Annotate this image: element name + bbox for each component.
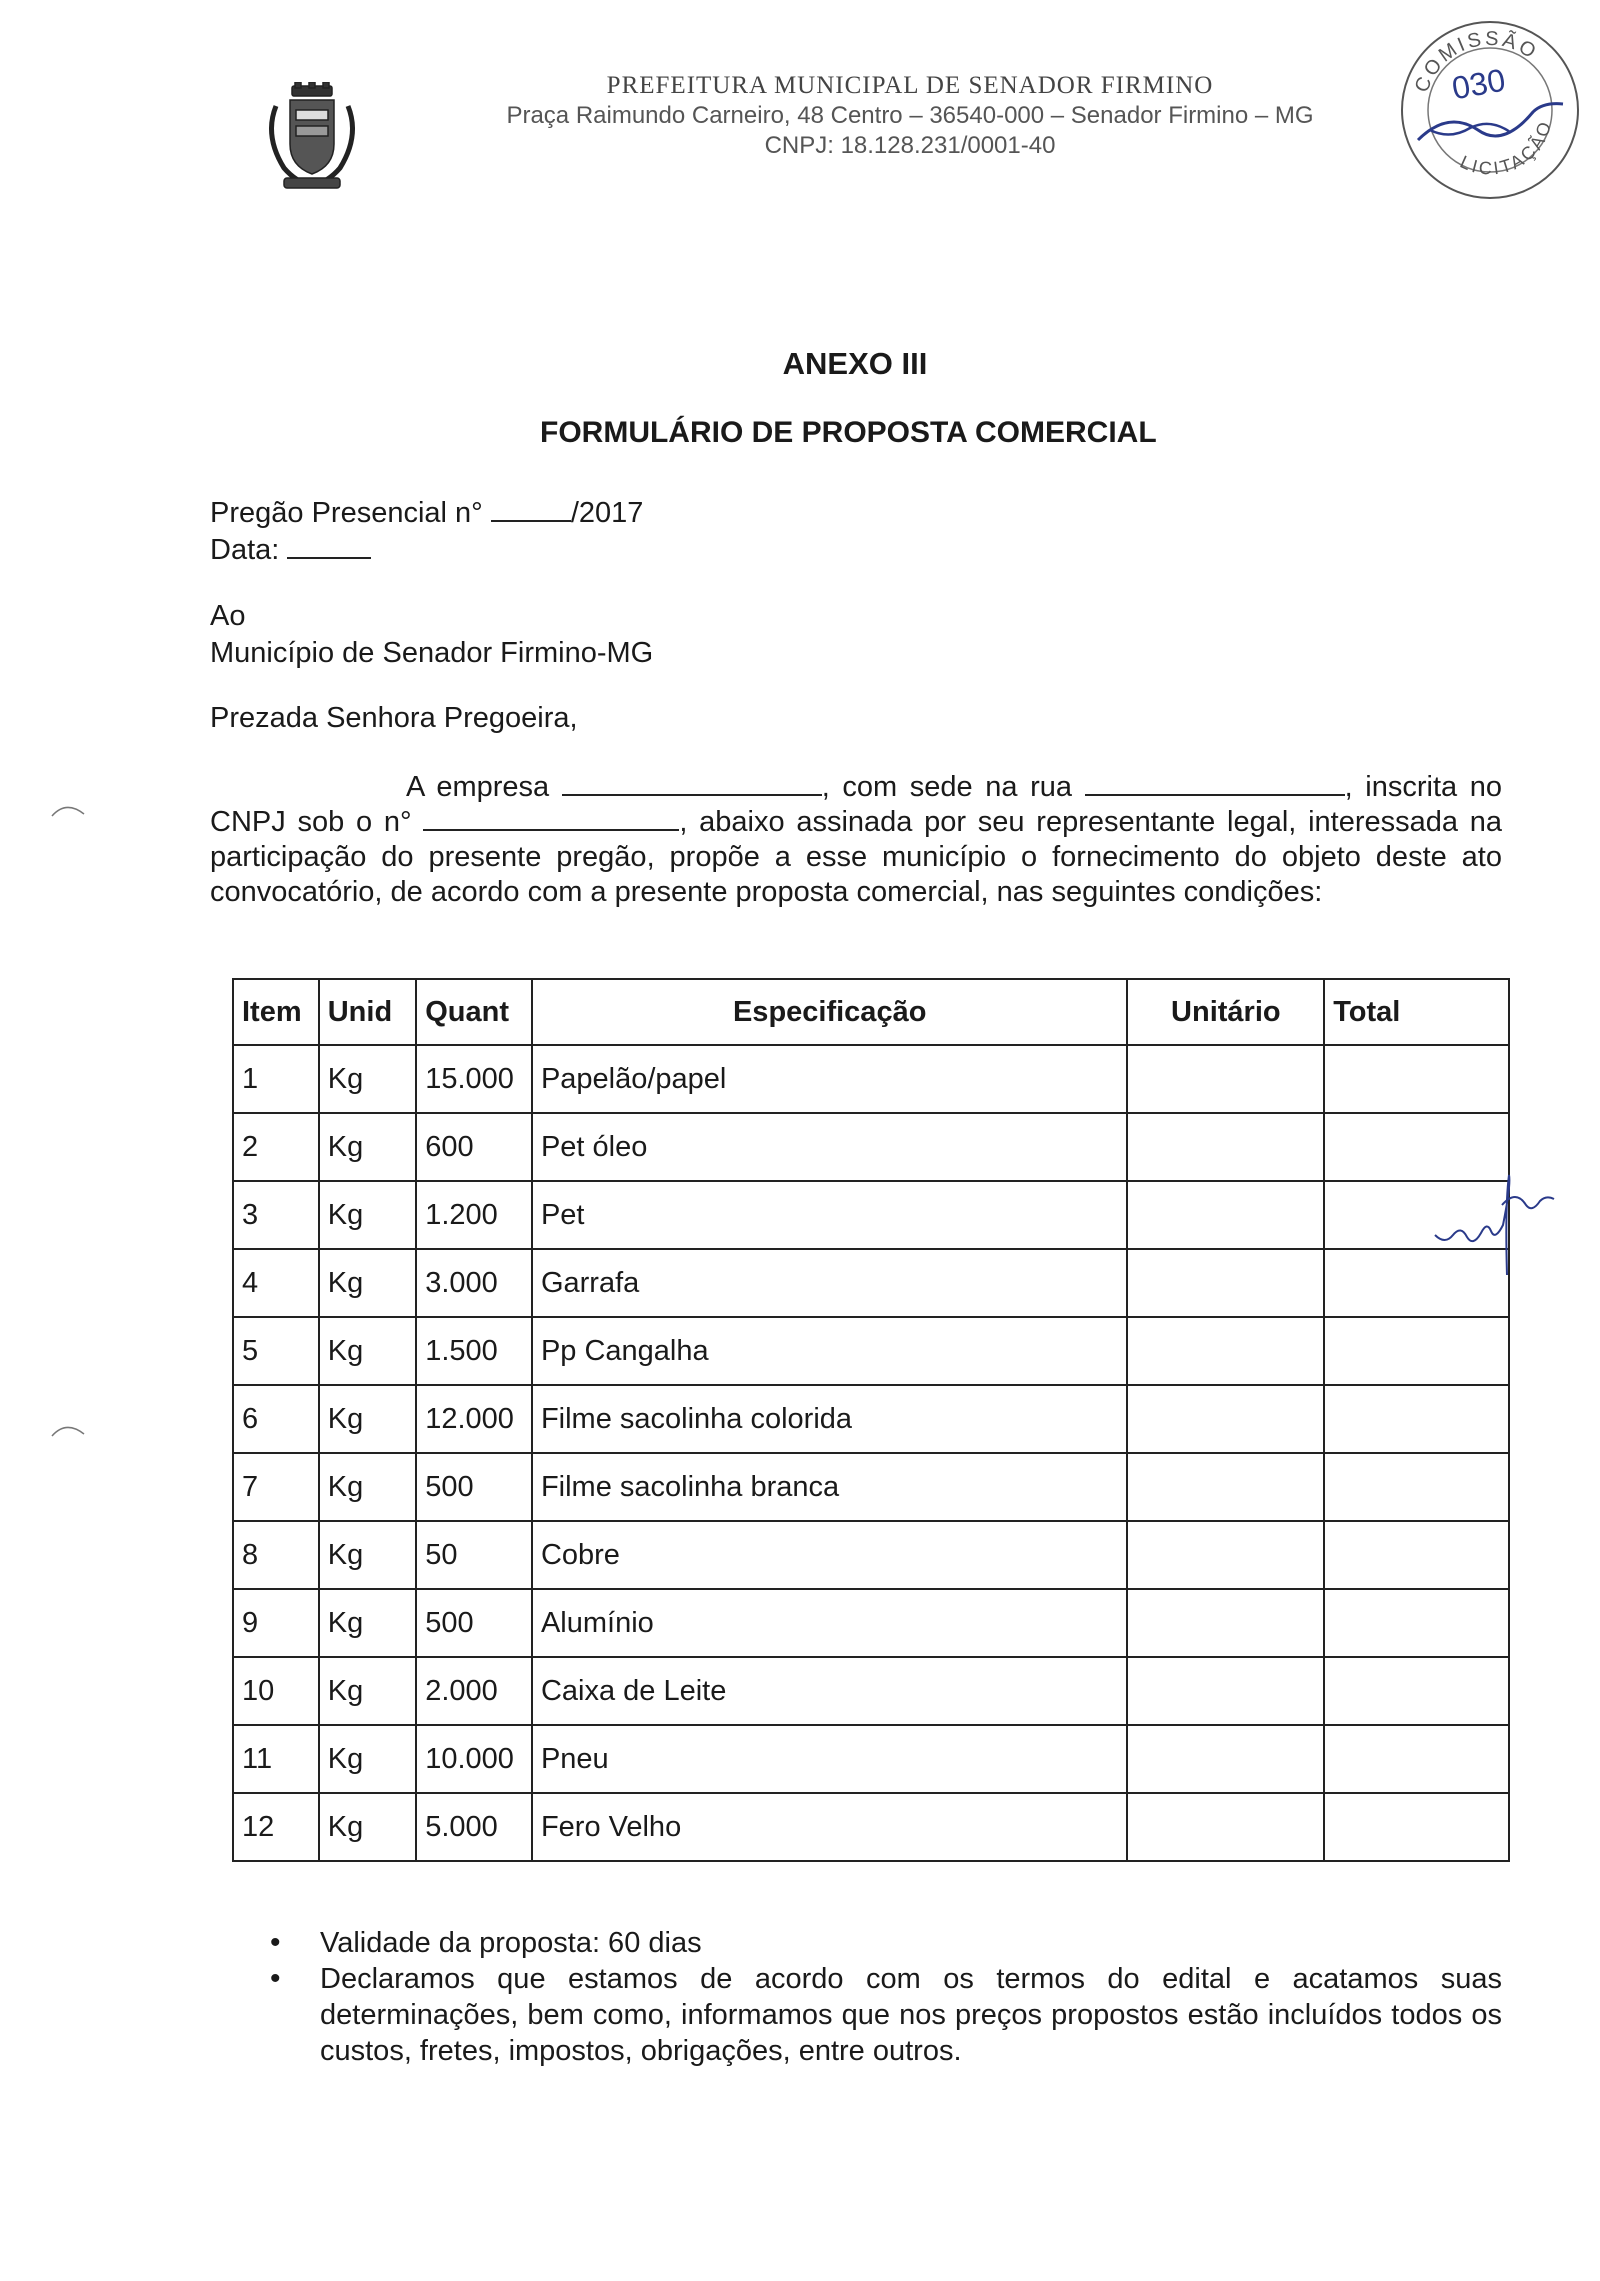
cell-spec: Pneu (532, 1725, 1128, 1793)
date-label: Data: (210, 534, 280, 566)
conditions-list (270, 1925, 1502, 2069)
cell-unid: Kg (319, 1657, 417, 1725)
cell-unit-price[interactable] (1127, 1521, 1324, 1589)
greeting: Prezada Senhora Pregoeira, (210, 702, 578, 734)
table-row (233, 1657, 1509, 1725)
paragraph-part-4: , abaixo assinada por seu representante legal, interessada na participação do presente pregão, propõe a esse município o fornecimento do objeto deste ato convocatório, de acordo com a presente proposta comercial, nas seguintes condições: (210, 806, 1503, 908)
cell-spec: Filme sacolinha colorida (532, 1385, 1128, 1453)
paragraph-part-3: , inscrita no CNPJ sob o n° (210, 771, 1502, 838)
cell-spec: Garrafa (532, 1249, 1128, 1317)
condition-item: • Declaramos que estamos de acordo com os termos do edital e acatamos suas determinações, bem como, informamos que nos preços propostos estão incluídos todos os custos, fretes, impostos, obrigações, entre outros. (270, 1961, 1502, 2069)
cell-unit-price[interactable] (1127, 1317, 1324, 1385)
cell-unit-price[interactable] (1127, 1181, 1324, 1249)
cell-item: 5 (233, 1317, 319, 1385)
cell-total[interactable] (1324, 1793, 1509, 1861)
table-row (233, 1045, 1509, 1113)
cell-spec: Fero Velho (532, 1793, 1128, 1861)
cell-item: 4 (233, 1249, 319, 1317)
cell-quant: 5.000 (416, 1793, 532, 1861)
letterhead (420, 72, 1400, 160)
cell-unit-price[interactable] (1127, 1657, 1324, 1725)
handwritten-signature (1430, 1165, 1560, 1275)
cell-item: 7 (233, 1453, 319, 1521)
header-total: Total (1324, 979, 1509, 1045)
cell-total[interactable] (1324, 1657, 1509, 1725)
stamp-bottom-text: LICITAÇÃO (1457, 117, 1556, 179)
street-blank[interactable] (1085, 770, 1345, 796)
municipal-crest-icon (262, 82, 362, 192)
annex-title: ANEXO III (782, 346, 928, 381)
organization-address: Praça Raimundo Carneiro, 48 Centro – 36540-000 – Senador Firmino – MG (506, 102, 1314, 129)
recipient-line-2: Município de Senador Firmino-MG (210, 637, 654, 669)
commission-stamp-icon (1390, 10, 1590, 210)
cell-unid: Kg (319, 1589, 417, 1657)
cell-total[interactable] (1324, 1589, 1509, 1657)
pregao-number-blank[interactable] (491, 496, 571, 522)
pregao-year: /2017 (570, 497, 644, 529)
cell-spec: Caixa de Leite (532, 1657, 1128, 1725)
cell-quant: 600 (416, 1113, 532, 1181)
pregao-prefix: Pregão Presencial n° (210, 497, 483, 529)
stamp-top-text: COMISSÃO (1410, 27, 1543, 96)
margin-mark-icon (50, 800, 86, 820)
cnpj-blank[interactable] (423, 805, 679, 831)
cell-quant: 1.500 (416, 1317, 532, 1385)
cell-total[interactable] (1324, 1385, 1509, 1453)
cell-spec: Filme sacolinha branca (532, 1453, 1128, 1521)
cell-item: 1 (233, 1045, 319, 1113)
table-row (233, 1793, 1509, 1861)
table-header-row (233, 979, 1509, 1045)
cell-quant: 500 (416, 1453, 532, 1521)
cell-item: 3 (233, 1181, 319, 1249)
cell-unit-price[interactable] (1127, 1725, 1324, 1793)
form-title: FORMULÁRIO DE PROPOSTA COMERCIAL (540, 416, 1157, 449)
cell-item: 8 (233, 1521, 319, 1589)
condition-item: • Validade da proposta: 60 dias (270, 1925, 1502, 1961)
cell-unit-price[interactable] (1127, 1589, 1324, 1657)
header-quant: Quant (416, 979, 532, 1045)
organization-cnpj: CNPJ: 18.128.231/0001-40 (764, 132, 1056, 159)
cell-unit-price[interactable] (1127, 1113, 1324, 1181)
cell-spec: Cobre (532, 1521, 1128, 1589)
cell-quant: 3.000 (416, 1249, 532, 1317)
header-item: Item (233, 979, 319, 1045)
cell-unid: Kg (319, 1181, 417, 1249)
company-name-blank[interactable] (562, 770, 822, 796)
cell-quant: 1.200 (416, 1181, 532, 1249)
cell-quant: 12.000 (416, 1385, 532, 1453)
cell-unit-price[interactable] (1127, 1793, 1324, 1861)
cell-item: 12 (233, 1793, 319, 1861)
header-specification: Especificação (532, 979, 1128, 1045)
table-row (233, 1181, 1509, 1249)
cell-unid: Kg (319, 1725, 417, 1793)
table-row (233, 1317, 1509, 1385)
cell-unid: Kg (319, 1317, 417, 1385)
cell-unid: Kg (319, 1113, 417, 1181)
cell-quant: 10.000 (416, 1725, 532, 1793)
cell-item: 9 (233, 1589, 319, 1657)
cell-unid: Kg (319, 1453, 417, 1521)
cell-quant: 500 (416, 1589, 532, 1657)
cell-item: 2 (233, 1113, 319, 1181)
cell-spec: Pet óleo (532, 1113, 1128, 1181)
table-row (233, 1249, 1509, 1317)
recipient (210, 598, 653, 672)
cell-spec: Pet (532, 1181, 1128, 1249)
cell-unid: Kg (319, 1385, 417, 1453)
paragraph-part-1: A empresa (406, 771, 550, 803)
cell-total[interactable] (1324, 1521, 1509, 1589)
table-row (233, 1113, 1509, 1181)
cell-unid: Kg (319, 1793, 417, 1861)
cell-quant: 2.000 (416, 1657, 532, 1725)
organization-name: PREFEITURA MUNICIPAL DE SENADOR FIRMINO (606, 72, 1214, 99)
cell-unit-price[interactable] (1127, 1045, 1324, 1113)
table-row (233, 1521, 1509, 1589)
cell-spec: Papelão/papel (532, 1045, 1128, 1113)
cell-unit-price[interactable] (1127, 1385, 1324, 1453)
date-blank[interactable] (287, 533, 371, 559)
paragraph-part-2: , com sede na rua (821, 771, 1073, 803)
proposal-paragraph (210, 770, 1502, 910)
stamp-number: 030 (1449, 61, 1509, 107)
cell-spec: Pp Cangalha (532, 1317, 1128, 1385)
cell-item: 6 (233, 1385, 319, 1453)
table-row (233, 1385, 1509, 1453)
proposal-table (232, 978, 1510, 1862)
cell-total[interactable] (1324, 1725, 1509, 1793)
cell-item: 10 (233, 1657, 319, 1725)
cell-spec: Alumínio (532, 1589, 1128, 1657)
cell-item: 11 (233, 1725, 319, 1793)
cell-unit-price[interactable] (1127, 1249, 1324, 1317)
cell-total[interactable] (1324, 1317, 1509, 1385)
cell-total[interactable] (1324, 1453, 1509, 1521)
cell-unid: Kg (319, 1521, 417, 1589)
table-row (233, 1453, 1509, 1521)
recipient-line-1: Ao (210, 600, 246, 632)
cell-quant: 50 (416, 1521, 532, 1589)
table-row (233, 1725, 1509, 1793)
header-unid: Unid (319, 979, 417, 1045)
header-unit-price: Unitário (1127, 979, 1324, 1045)
cell-unit-price[interactable] (1127, 1453, 1324, 1521)
cell-total[interactable] (1324, 1045, 1509, 1113)
cell-unid: Kg (319, 1045, 417, 1113)
pregao-info (210, 495, 643, 569)
table-row (233, 1589, 1509, 1657)
cell-unid: Kg (319, 1249, 417, 1317)
margin-mark-icon (50, 1420, 86, 1440)
cell-quant: 15.000 (416, 1045, 532, 1113)
